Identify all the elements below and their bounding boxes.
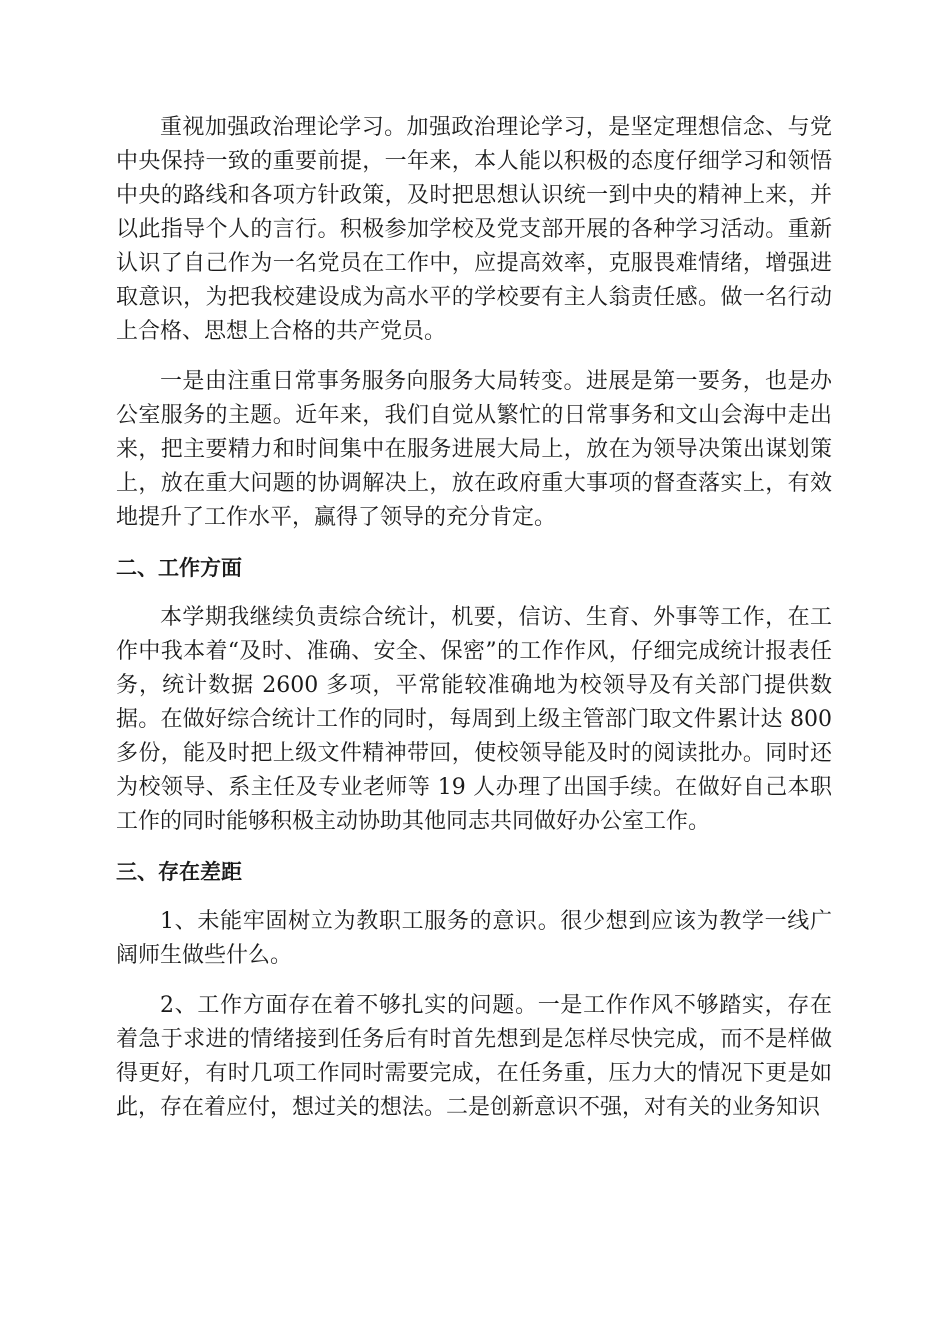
section-heading-work: 二、工作方面 [116,556,242,580]
paragraph-service-shift: 一是由注重日常事务服务向服务大局转变。进展是第一要务，也是办公室服务的主题。近年来，我们自觉从繁忙的日常事务和文山会海中走出来，把主要精力和时间集中在服务进展大局上，放在为领导决策出谋划策上，放在重大问题的协调解决上，放在政府重大事项的督查落实上，有效地提升了工作水平，赢得了领导的充分肯定。 [116,369,832,530]
paragraph-political-study: 重视加强政治理论学习。加强政治理论学习，是坚定理想信念、与党中央保持一致的重要前提，一年来，本人能以积极的态度仔细学习和领悟中央的路线和各项方针政策，及时把思想认识统一到中央的精神上来，并以此指导个人的言行。积极参加学校及党支部开展的各种学习活动。重新认识了自己作为一名党员在工作中，应提高效率，克服畏难情绪，增强进取意识，为把我校建设成为高水平的学校要有主人翁责任感。做一名行动上合格、思想上合格的共产党员。 [116,115,832,344]
paragraph-gap-1: 1、未能牢固树立为教职工服务的意识。很少想到应该为教学一线广阔师生做些什么。 [116,909,832,968]
paragraph-work-details: 本学期我继续负责综合统计，机要，信访、生育、外事等工作，在工作中我本着“及时、准确、安全、保密”的工作作风，仔细完成统计报表任务，统计数据 2600 多项，平常能较准确地为校领导及有关部门提供数据。在做好综合统计工作的同时，每周到上级主管部门取文件累计达 800 多份，能及时把上级文件精神带回，使校领导能及时的阅读批办。同时还为校领导、系主任及专业老师等 19 人办理了出国手续。在做好自己本职工作的同时能够积极主动协助其他同志共同做好办公室工作。 [116,605,832,834]
document-body [116,111,832,1141]
section-heading-gaps: 三、存在差距 [116,860,242,884]
paragraph-gap-2: 2、工作方面存在着不够扎实的问题。一是工作作风不够踏实，存在着急于求进的情绪接到任务后有时首先想到是怎样尽快完成，而不是样做得更好，有时几项工作同时需要完成，在任务重，压力大的情况下更是如此，存在着应付，想过关的想法。二是创新意识不强，对有关的业务知识 [116,993,832,1120]
